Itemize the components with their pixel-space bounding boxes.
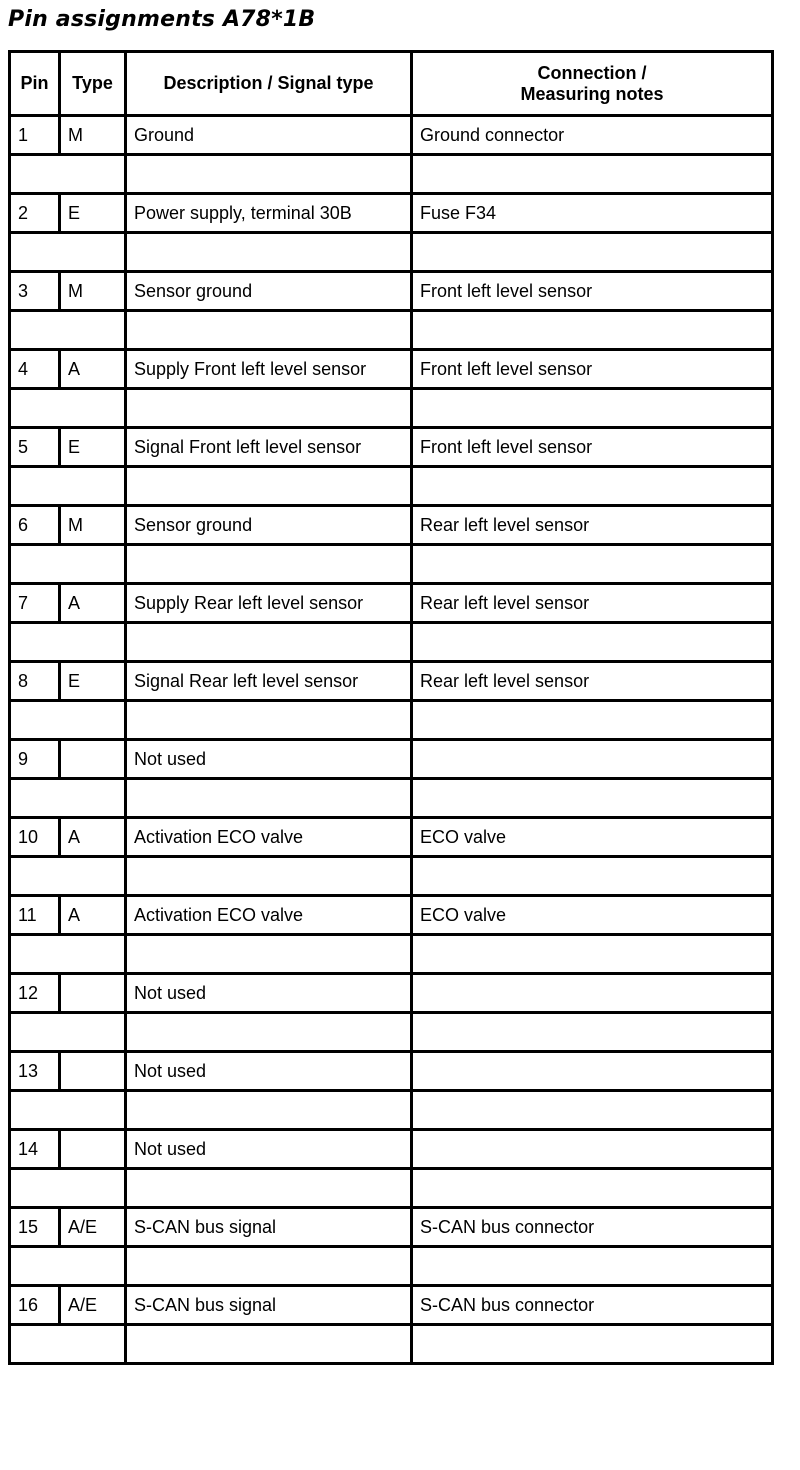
table-row — [10, 272, 773, 311]
table-row — [10, 584, 773, 623]
cell-pin: 1 — [10, 116, 60, 155]
cell-type: A — [60, 584, 126, 623]
cell-connection: Rear left level sensor — [412, 584, 773, 623]
table-spacer-row — [10, 779, 773, 818]
spacer-cell — [412, 1169, 773, 1208]
header-connection-line2: Measuring notes — [520, 83, 664, 104]
pin-assignment-table — [8, 50, 774, 1365]
spacer-cell — [126, 935, 412, 974]
cell-pin: 13 — [10, 1052, 60, 1091]
spacer-cell — [10, 1091, 126, 1130]
cell-connection: Front left level sensor — [412, 272, 773, 311]
spacer-cell — [10, 857, 126, 896]
table-spacer-row — [10, 1325, 773, 1364]
cell-type: A/E — [60, 1286, 126, 1325]
cell-type: E — [60, 662, 126, 701]
cell-description: Supply Front left level sensor — [126, 350, 412, 389]
spacer-cell — [412, 779, 773, 818]
spacer-cell — [10, 1325, 126, 1364]
table-spacer-row — [10, 311, 773, 350]
spacer-cell — [126, 467, 412, 506]
cell-pin: 2 — [10, 194, 60, 233]
table-row — [10, 506, 773, 545]
table-spacer-row — [10, 1169, 773, 1208]
spacer-cell — [412, 467, 773, 506]
cell-description: Not used — [126, 740, 412, 779]
cell-connection: Fuse F34 — [412, 194, 773, 233]
table-row — [10, 350, 773, 389]
cell-connection — [412, 974, 773, 1013]
table-row — [10, 1286, 773, 1325]
spacer-cell — [126, 389, 412, 428]
table-row — [10, 974, 773, 1013]
spacer-cell — [126, 1169, 412, 1208]
cell-type — [60, 740, 126, 779]
spacer-cell — [126, 545, 412, 584]
spacer-cell — [126, 623, 412, 662]
table-row — [10, 818, 773, 857]
spacer-cell — [10, 701, 126, 740]
spacer-cell — [126, 701, 412, 740]
cell-connection: Front left level sensor — [412, 350, 773, 389]
spacer-cell — [126, 233, 412, 272]
cell-pin: 6 — [10, 506, 60, 545]
cell-pin: 9 — [10, 740, 60, 779]
spacer-cell — [412, 1247, 773, 1286]
cell-connection: ECO valve — [412, 818, 773, 857]
cell-connection: Front left level sensor — [412, 428, 773, 467]
cell-pin: 12 — [10, 974, 60, 1013]
table-row — [10, 1052, 773, 1091]
cell-type: A/E — [60, 1208, 126, 1247]
cell-pin: 11 — [10, 896, 60, 935]
cell-type: M — [60, 116, 126, 155]
header-type: Type — [60, 52, 126, 116]
cell-pin: 15 — [10, 1208, 60, 1247]
cell-description: Activation ECO valve — [126, 896, 412, 935]
spacer-cell — [10, 545, 126, 584]
spacer-cell — [412, 155, 773, 194]
cell-connection — [412, 740, 773, 779]
cell-connection: S-CAN bus connector — [412, 1208, 773, 1247]
cell-connection: S-CAN bus connector — [412, 1286, 773, 1325]
table-row — [10, 116, 773, 155]
spacer-cell — [10, 935, 126, 974]
cell-description: Not used — [126, 974, 412, 1013]
cell-description: Supply Rear left level sensor — [126, 584, 412, 623]
spacer-cell — [10, 467, 126, 506]
cell-pin: 5 — [10, 428, 60, 467]
spacer-cell — [10, 779, 126, 818]
cell-type — [60, 1052, 126, 1091]
cell-connection: Ground connector — [412, 116, 773, 155]
cell-pin: 8 — [10, 662, 60, 701]
header-description: Description / Signal type — [126, 52, 412, 116]
table-body — [10, 116, 773, 1364]
cell-connection — [412, 1052, 773, 1091]
spacer-cell — [10, 1247, 126, 1286]
spacer-cell — [126, 779, 412, 818]
spacer-cell — [10, 311, 126, 350]
spacer-cell — [412, 1325, 773, 1364]
cell-pin: 4 — [10, 350, 60, 389]
spacer-cell — [10, 1013, 126, 1052]
spacer-cell — [126, 1325, 412, 1364]
page-title: Pin assignments A78*1B — [8, 7, 316, 32]
cell-pin: 3 — [10, 272, 60, 311]
spacer-cell — [10, 389, 126, 428]
spacer-cell — [10, 1169, 126, 1208]
table-spacer-row — [10, 701, 773, 740]
table-row — [10, 740, 773, 779]
spacer-cell — [126, 1013, 412, 1052]
table-spacer-row — [10, 389, 773, 428]
spacer-cell — [10, 233, 126, 272]
header-pin: Pin — [10, 52, 60, 116]
cell-type: M — [60, 272, 126, 311]
cell-description: S-CAN bus signal — [126, 1286, 412, 1325]
table-row — [10, 896, 773, 935]
table-row — [10, 194, 773, 233]
table-spacer-row — [10, 935, 773, 974]
cell-description: S-CAN bus signal — [126, 1208, 412, 1247]
table-spacer-row — [10, 233, 773, 272]
cell-type: E — [60, 194, 126, 233]
spacer-cell — [10, 155, 126, 194]
table-spacer-row — [10, 623, 773, 662]
table-spacer-row — [10, 467, 773, 506]
header-connection — [412, 52, 773, 116]
spacer-cell — [412, 311, 773, 350]
spacer-cell — [412, 623, 773, 662]
spacer-cell — [126, 857, 412, 896]
spacer-cell — [126, 1091, 412, 1130]
table-spacer-row — [10, 1247, 773, 1286]
spacer-cell — [412, 1013, 773, 1052]
cell-type: A — [60, 350, 126, 389]
table-spacer-row — [10, 155, 773, 194]
cell-connection: Rear left level sensor — [412, 506, 773, 545]
spacer-cell — [412, 701, 773, 740]
spacer-cell — [412, 857, 773, 896]
cell-description: Not used — [126, 1052, 412, 1091]
spacer-cell — [412, 389, 773, 428]
spacer-cell — [412, 233, 773, 272]
table-spacer-row — [10, 1013, 773, 1052]
cell-connection: Rear left level sensor — [412, 662, 773, 701]
spacer-cell — [412, 545, 773, 584]
cell-type — [60, 1130, 126, 1169]
cell-pin: 14 — [10, 1130, 60, 1169]
spacer-cell — [412, 1091, 773, 1130]
cell-description: Activation ECO valve — [126, 818, 412, 857]
table-row — [10, 1208, 773, 1247]
cell-pin: 10 — [10, 818, 60, 857]
table-header-row — [10, 52, 773, 116]
spacer-cell — [126, 311, 412, 350]
cell-connection: ECO valve — [412, 896, 773, 935]
table-spacer-row — [10, 545, 773, 584]
cell-type: E — [60, 428, 126, 467]
header-connection-line1: Connection / — [537, 62, 647, 83]
table-spacer-row — [10, 1091, 773, 1130]
cell-type: M — [60, 506, 126, 545]
table-row — [10, 662, 773, 701]
cell-description: Not used — [126, 1130, 412, 1169]
cell-connection — [412, 1130, 773, 1169]
cell-description: Signal Rear left level sensor — [126, 662, 412, 701]
table-spacer-row — [10, 857, 773, 896]
cell-description: Power supply, terminal 30B — [126, 194, 412, 233]
spacer-cell — [126, 1247, 412, 1286]
cell-type: A — [60, 896, 126, 935]
cell-description: Ground — [126, 116, 412, 155]
spacer-cell — [126, 155, 412, 194]
cell-pin: 16 — [10, 1286, 60, 1325]
spacer-cell — [10, 623, 126, 662]
table-row — [10, 428, 773, 467]
cell-type — [60, 974, 126, 1013]
cell-pin: 7 — [10, 584, 60, 623]
cell-description: Sensor ground — [126, 506, 412, 545]
cell-description: Sensor ground — [126, 272, 412, 311]
spacer-cell — [412, 935, 773, 974]
cell-description: Signal Front left level sensor — [126, 428, 412, 467]
table-row — [10, 1130, 773, 1169]
cell-type: A — [60, 818, 126, 857]
